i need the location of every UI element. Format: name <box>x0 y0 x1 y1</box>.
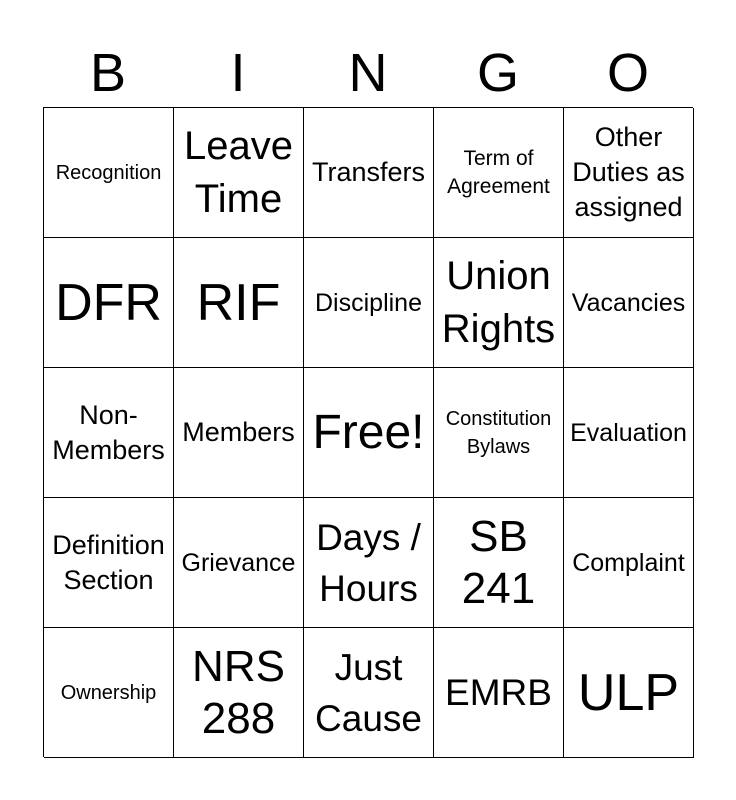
bingo-cell-r1-c4[interactable] <box>434 108 564 238</box>
cell-label: Grievance <box>181 548 296 577</box>
bingo-cell-r3-c5[interactable] <box>564 368 694 498</box>
cell-label: Transfers <box>311 157 426 187</box>
bingo-cell-r4-c4[interactable] <box>434 498 564 628</box>
cell-label: Ownership <box>60 681 157 704</box>
bingo-cell-r2-c3[interactable] <box>304 238 434 368</box>
cell-label: Days / Hours <box>316 516 421 609</box>
cell-label: Union Rights <box>441 253 556 351</box>
bingo-cell-r2-c1[interactable] <box>44 238 174 368</box>
cell-label: Discipline <box>315 288 422 317</box>
bingo-cell-r2-c2[interactable] <box>174 238 304 368</box>
bingo-board <box>43 107 693 757</box>
bingo-cell-r4-c3[interactable] <box>304 498 434 628</box>
cell-label: Leave Time <box>184 123 293 221</box>
bingo-cell-r4-c2[interactable] <box>174 498 304 628</box>
header-letter-i: I <box>230 43 246 103</box>
bingo-cell-r5-c4[interactable] <box>434 628 564 758</box>
cell-label: DFR <box>55 273 162 332</box>
cell-label: EMRB <box>445 672 552 713</box>
bingo-cell-r1-c3[interactable] <box>304 108 434 238</box>
cell-label: SB 241 <box>461 511 536 613</box>
bingo-header <box>43 40 693 106</box>
header-letter-n: N <box>348 43 388 103</box>
bingo-cell-r5-c1[interactable] <box>44 628 174 758</box>
cell-label: Non- Members <box>52 399 165 465</box>
bingo-cell-r1-c1[interactable] <box>44 108 174 238</box>
bingo-cell-r2-c5[interactable] <box>564 238 694 368</box>
cell-label: ULP <box>577 663 680 722</box>
bingo-cell-r3-c2[interactable] <box>174 368 304 498</box>
cell-label: Evaluation <box>570 418 687 447</box>
cell-label: Definition Section <box>52 529 165 595</box>
bingo-cell-r4-c5[interactable] <box>564 498 694 628</box>
cell-label: Recognition <box>55 161 162 184</box>
header-letter-g: G <box>476 43 519 103</box>
cell-label: Just Cause <box>315 646 422 739</box>
bingo-cell-r4-c1[interactable] <box>44 498 174 628</box>
bingo-cell-r1-c5[interactable] <box>564 108 694 238</box>
cell-label: NRS 288 <box>192 641 285 743</box>
header-letter-o: O <box>606 43 649 103</box>
cell-label: Complaint <box>572 548 685 577</box>
cell-label: Term of Agreement <box>447 146 550 198</box>
cell-label: Members <box>182 417 295 447</box>
header-letter-b: B <box>89 43 127 103</box>
bingo-cell-r5-c3[interactable] <box>304 628 434 758</box>
cell-label: Vacancies <box>571 288 686 317</box>
cell-label: Constitution Bylaws <box>445 407 552 458</box>
bingo-cell-r2-c4[interactable] <box>434 238 564 368</box>
bingo-cell-r3-c1[interactable] <box>44 368 174 498</box>
bingo-cell-r3-c4[interactable] <box>434 368 564 498</box>
cell-label: Other Duties as assigned <box>572 122 685 222</box>
cell-label: RIF <box>196 273 281 332</box>
bingo-cell-r1-c2[interactable] <box>174 108 304 238</box>
bingo-cell-r5-c5[interactable] <box>564 628 694 758</box>
bingo-cell-r3-c3[interactable] <box>304 368 434 498</box>
bingo-cell-r5-c2[interactable] <box>174 628 304 758</box>
cell-label: Free! <box>312 405 425 459</box>
